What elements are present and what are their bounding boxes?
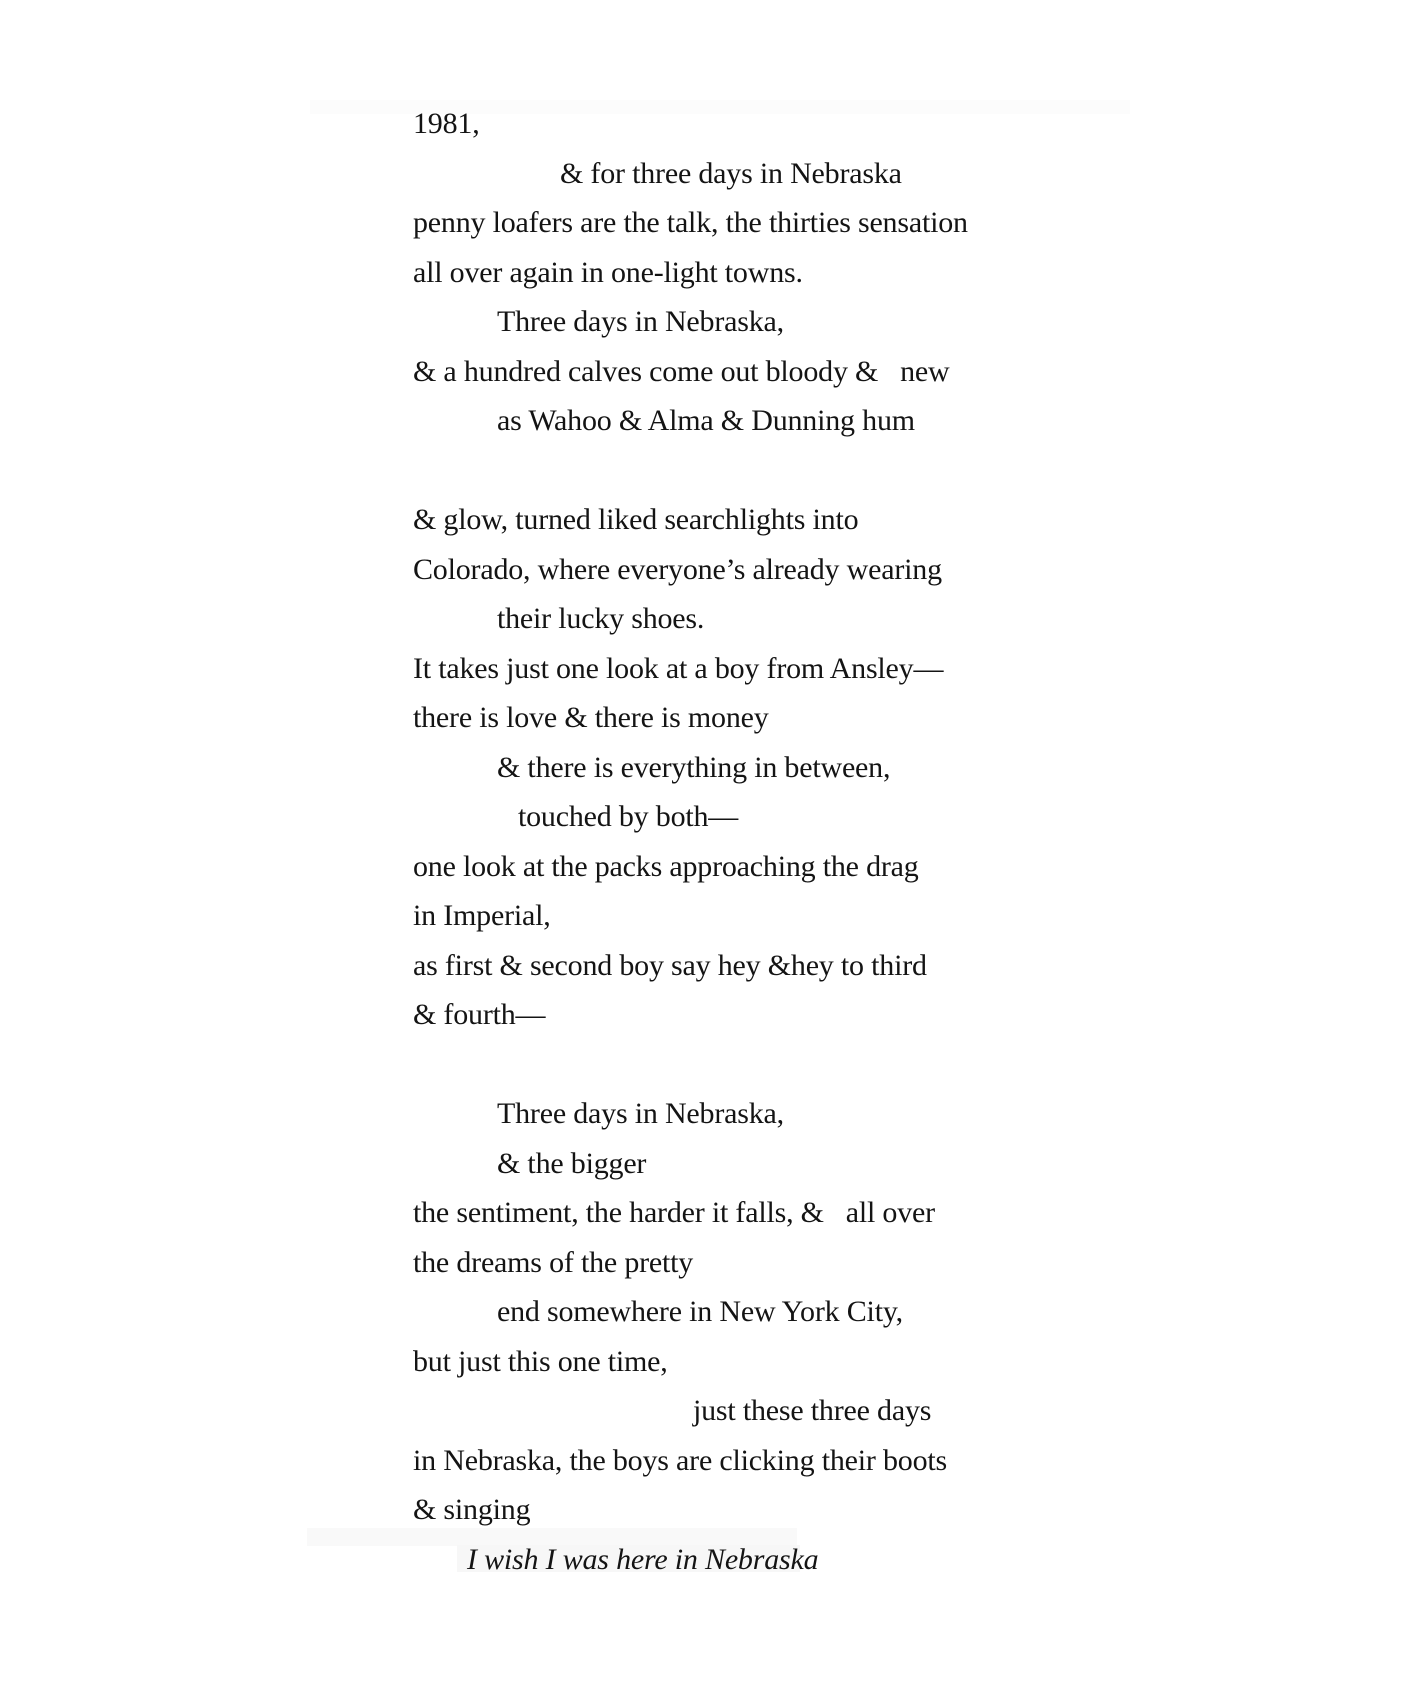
poem-line: & there is everything in between, [497, 750, 891, 784]
poem-line: 1981, [413, 107, 480, 140]
poem-line: Three days in Nebraska, [497, 305, 784, 338]
stanza-break [413, 446, 1173, 496]
poem-line: & singing [413, 1493, 531, 1526]
poem-line: there is love & there is money [413, 701, 769, 734]
poem-line: penny loafers are the talk, the thirties sensation [413, 206, 968, 239]
poem-line: all over again in one-light towns. [413, 255, 803, 289]
poem-line: the dreams of the pretty [413, 1245, 694, 1279]
poem-line: & for three days in Nebraska [560, 156, 902, 190]
poem-line: & the bigger [497, 1146, 647, 1180]
poem-line: & fourth— [413, 998, 546, 1031]
poem-line: & glow, turned liked searchlights into [413, 503, 859, 536]
poem-line: Three days in Nebraska, [497, 1097, 784, 1130]
poem-line: in Imperial, [413, 899, 551, 932]
poem-line: It takes just one look at a boy from Ansley— [413, 651, 944, 685]
poem-line: as Wahoo & Alma & Dunning hum [497, 404, 915, 437]
stanza-break [413, 1040, 1173, 1090]
poem-line: in Nebraska, the boys are clicking their boots [413, 1443, 947, 1477]
poem-line: their lucky shoes. [497, 602, 705, 635]
poem-line: the sentiment, the harder it falls, & all over [413, 1196, 935, 1229]
poem-line: end somewhere in New York City, [497, 1295, 903, 1328]
poem-line: one look at the packs approaching the drag [413, 849, 919, 883]
poem-line: & a hundred calves come out bloody & new [413, 354, 950, 388]
poem-line: just these three days [693, 1394, 932, 1427]
poem-body [413, 99, 1173, 1584]
poem-line: touched by both— [518, 800, 739, 833]
poem-line: Colorado, where everyone’s already wearing [413, 552, 942, 586]
poem-closing-line: I wish I was here in Nebraska [467, 1542, 819, 1576]
poem-line: as first & second boy say hey &hey to third [413, 948, 927, 982]
poem-line: but just this one time, [413, 1344, 668, 1378]
